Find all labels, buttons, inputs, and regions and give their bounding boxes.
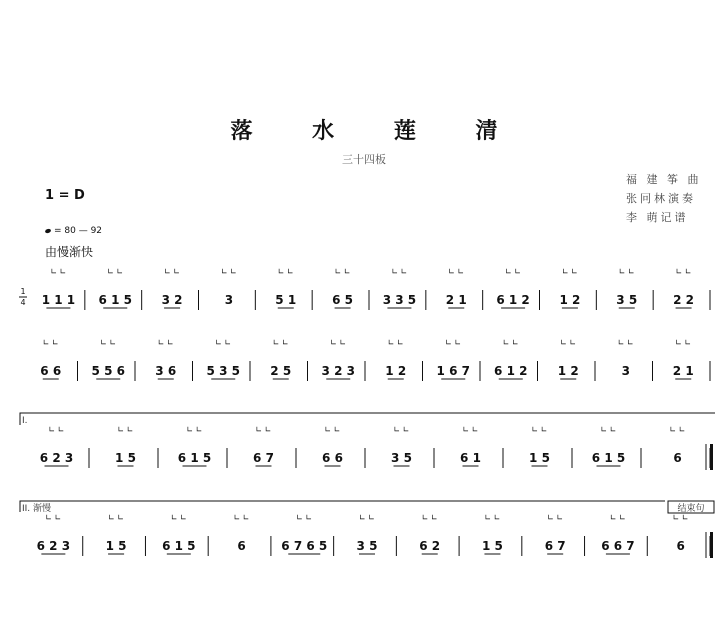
fingering-mark: ∟ ∟ <box>618 267 635 276</box>
fingering-mark: ∟ ∟ <box>445 338 462 347</box>
fingering-mark: ∟ ∟ <box>484 513 501 522</box>
measure-notes: 1 5 <box>105 539 127 553</box>
fingering-mark: ∟ ∟ <box>609 513 626 522</box>
measure-notes: 5 3 5 <box>206 364 240 378</box>
measure-notes: 6 5 <box>332 293 354 307</box>
measure-notes: 3 5 <box>616 293 638 307</box>
fingering-mark: ∟ ∟ <box>334 267 351 276</box>
measure-notes: 6 1 2 <box>496 293 530 307</box>
fingering-mark: ∟ ∟ <box>42 338 59 347</box>
fingering-mark: ∟ ∟ <box>675 338 692 347</box>
fingering-mark: ∟ ∟ <box>100 338 117 347</box>
ending-label: 结束句 <box>677 504 705 514</box>
measure-notes: 6 2 <box>419 539 441 553</box>
fingering-mark: ∟ ∟ <box>272 338 289 347</box>
measure-notes: 6 2 3 <box>39 451 74 465</box>
fingering-mark: ∟ ∟ <box>421 513 438 522</box>
fingering-mark: ∟ ∟ <box>669 425 686 434</box>
fingering-mark: ∟ ∟ <box>164 267 181 276</box>
measure-notes: 6 2 3 <box>36 539 71 553</box>
fingering-mark: ∟ ∟ <box>393 425 410 434</box>
time-signature-top: 1 <box>20 287 26 296</box>
fingering-mark: ∟ ∟ <box>45 513 62 522</box>
measure-notes: 3 3 5 <box>382 293 417 307</box>
fingering-mark: ∟ ∟ <box>672 513 689 522</box>
fingering-mark: ∟ ∟ <box>220 267 237 276</box>
fingering-mark: ∟ ∟ <box>170 513 187 522</box>
measure-notes: 6 1 5 <box>591 451 626 465</box>
measure-notes: 6 1 5 <box>177 451 212 465</box>
fingering-mark: ∟ ∟ <box>277 267 294 276</box>
section-two-bracket <box>20 501 665 512</box>
measure-notes: 2 5 <box>270 364 292 378</box>
measure-notes: 6 6 <box>40 364 62 378</box>
tempo-instruction: 由慢渐快 <box>45 245 94 259</box>
fingering-mark: ∟ ∟ <box>600 425 617 434</box>
measure-notes: 5 5 6 <box>91 364 125 378</box>
measure-notes: 6 <box>676 539 685 553</box>
fingering-mark: ∟ ∟ <box>675 267 692 276</box>
credit-performer: 张冋林演奏 <box>626 192 696 205</box>
fingering-mark: ∟ ∟ <box>215 338 232 347</box>
measure-notes: 2 1 <box>445 293 467 307</box>
measure-notes: 1 2 <box>559 293 581 307</box>
measure-notes: 3 2 <box>161 293 183 307</box>
measure-notes: 6 7 <box>544 539 566 553</box>
fingering-mark: ∟ ∟ <box>330 338 347 347</box>
measure-notes: 6 <box>237 539 246 553</box>
credit-transcriber: 李 萌记谱 <box>626 211 689 224</box>
measure-notes: 1 2 <box>385 364 407 378</box>
section-one-label: I. <box>22 416 28 426</box>
measure-notes: 1 6 7 <box>436 364 470 378</box>
final-barline-thick <box>710 532 713 558</box>
measure-notes: 3 <box>621 364 630 378</box>
tempo-value: = 80 — 92 <box>54 226 103 236</box>
measure-notes: 1 1 1 <box>41 293 76 307</box>
measure-notes: 6 7 <box>253 451 274 465</box>
section-two-label: II. 渐慢 <box>22 504 52 514</box>
section-one-bracket <box>20 413 715 425</box>
fingering-mark: ∟ ∟ <box>107 267 124 276</box>
fingering-mark: ∟ ∟ <box>462 425 479 434</box>
measure-notes: 3 2 3 <box>321 364 355 378</box>
fingering-mark: ∟ ∟ <box>117 425 134 434</box>
fingering-mark: ∟ ∟ <box>157 338 174 347</box>
measure-notes: 6 1 5 <box>98 293 132 307</box>
fingering-mark: ∟ ∟ <box>505 267 522 276</box>
measure-notes: 1 2 <box>557 364 579 378</box>
time-signature-bottom: 4 <box>20 298 26 307</box>
measure-notes: 6 1 <box>460 451 481 465</box>
measure-notes: 1 5 <box>529 451 550 465</box>
measure-notes: 1 5 <box>115 451 136 465</box>
measure-notes: 1 5 <box>482 539 503 553</box>
fingering-mark: ∟ ∟ <box>255 425 272 434</box>
measure-notes: 6 1 5 <box>162 539 196 553</box>
fingering-mark: ∟ ∟ <box>296 513 313 522</box>
measure-notes: 2 2 <box>673 293 695 307</box>
final-barline-thick <box>710 444 713 470</box>
measure-notes: 2 1 <box>672 364 694 378</box>
key-signature: 1 = D <box>45 188 85 203</box>
fingering-mark: ∟ ∟ <box>387 338 404 347</box>
fingering-mark: ∟ ∟ <box>502 338 519 347</box>
credit-origin: 福 建 筝 曲 <box>626 173 702 186</box>
measure-notes: 5 1 <box>275 293 297 307</box>
piece-subtitle: 三十四板 <box>342 153 386 166</box>
fingering-mark: ∟ ∟ <box>359 513 375 522</box>
measure-notes: 6 6 7 <box>601 539 635 553</box>
fingering-mark: ∟ ∟ <box>48 425 65 434</box>
fingering-mark: ∟ ∟ <box>50 267 67 276</box>
measure-notes: 3 <box>224 293 234 307</box>
fingering-mark: ∟ ∟ <box>108 513 125 522</box>
measure-notes: 3 5 <box>391 451 412 465</box>
measure-notes: 6 6 <box>322 451 343 465</box>
fingering-mark: ∟ ∟ <box>448 267 465 276</box>
fingering-mark: ∟ ∟ <box>531 425 548 434</box>
fingering-mark: ∟ ∟ <box>324 425 341 434</box>
measure-notes: 3 6 <box>155 364 177 378</box>
fingering-mark: ∟ ∟ <box>560 338 577 347</box>
piece-title: 落 水 莲 清 <box>230 119 524 144</box>
fingering-mark: ∟ ∟ <box>391 267 408 276</box>
measure-notes: 3 5 <box>356 539 378 553</box>
measure-notes: 6 7 6 5 <box>281 539 328 553</box>
fingering-mark: ∟ ∟ <box>186 425 203 434</box>
measure-notes: 6 1 2 <box>494 364 528 378</box>
fingering-mark: ∟ ∟ <box>233 513 250 522</box>
fingering-mark: ∟ ∟ <box>561 267 578 276</box>
measure-notes: 6 <box>673 451 682 465</box>
fingering-mark: ∟ ∟ <box>617 338 634 347</box>
fingering-mark: ∟ ∟ <box>547 513 564 522</box>
